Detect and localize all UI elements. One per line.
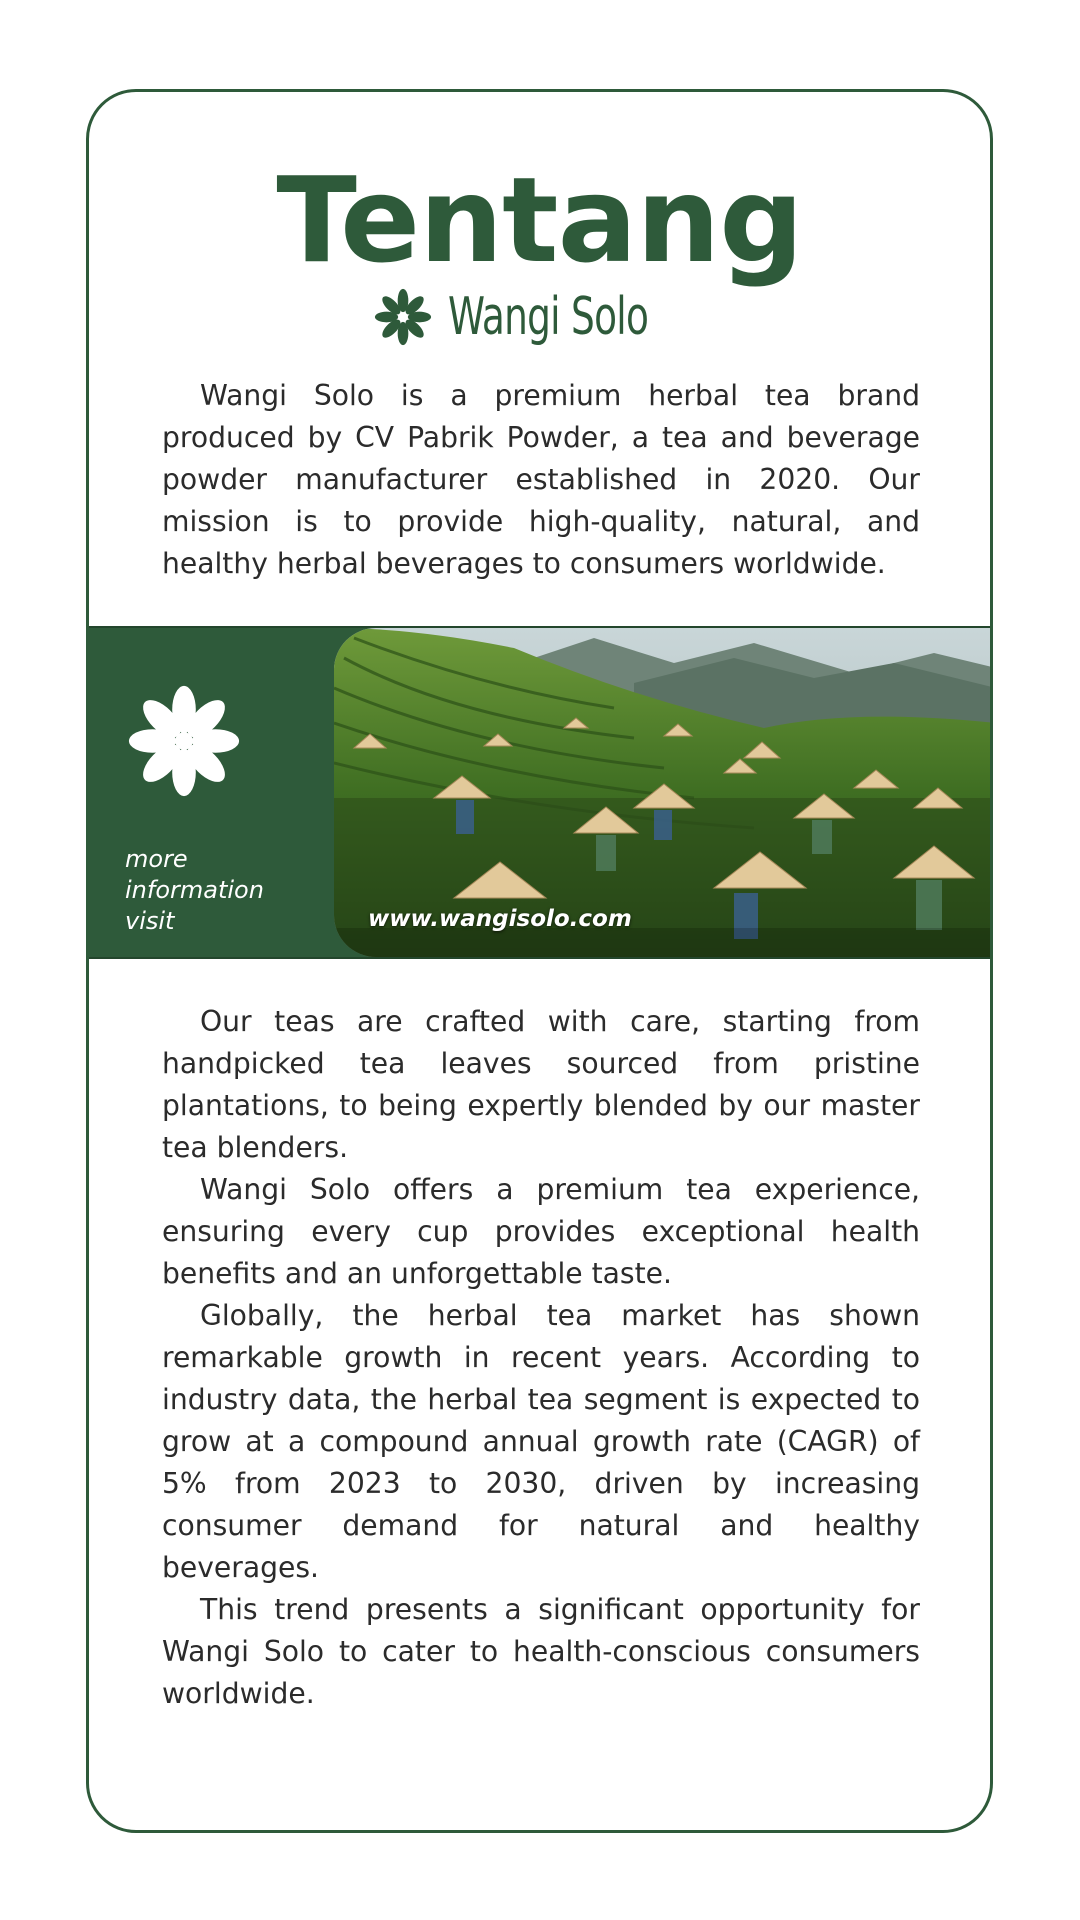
more-info-text — [125, 844, 264, 937]
more-info-line: more — [125, 845, 188, 873]
website-link[interactable]: www.wangisolo.com — [368, 906, 632, 932]
brand-name: Wangi Solo — [448, 287, 649, 347]
body-paragraph: Wangi Solo offers a premium tea experience, ensuring every cup provides exceptional health benefits and an unforgettable taste. — [162, 1173, 920, 1290]
about-card — [86, 89, 993, 1833]
body-paragraph: Globally, the herbal tea market has shown remarkable growth in recent years. According to industry data, the herbal tea segment is expected to grow at a compound annual growth rate (CAGR) of 5% from 2023 to 2030, driven by increasing consumer demand for natural and healthy beverages. — [162, 1299, 920, 1584]
flower-icon — [125, 682, 243, 800]
intro-section — [162, 375, 920, 585]
intro-paragraph: Wangi Solo is a premium herbal tea brand produced by CV Pabrik Powder, a tea and beverage powder manufacturer established in 2020. Our mission is to provide high-quality, natural, and healthy herbal beverages to consumers worldwide. — [162, 379, 920, 580]
body-section — [162, 1001, 920, 1715]
info-band — [89, 626, 990, 959]
body-paragraph: Our teas are crafted with care, starting from handpicked tea leaves sourced from pristine plantations, to being expertly blended by our master tea blenders. — [162, 1005, 920, 1164]
tea-plantation-photo — [334, 628, 993, 957]
flower-icon — [372, 286, 434, 348]
brand-logo — [372, 282, 726, 352]
more-info-line: visit — [125, 907, 175, 935]
page-title: Tentang — [276, 151, 803, 289]
body-paragraph: This trend presents a significant opportunity for Wangi Solo to cater to health-conscious consumers worldwide. — [162, 1593, 920, 1710]
more-info-line: information — [125, 876, 264, 904]
